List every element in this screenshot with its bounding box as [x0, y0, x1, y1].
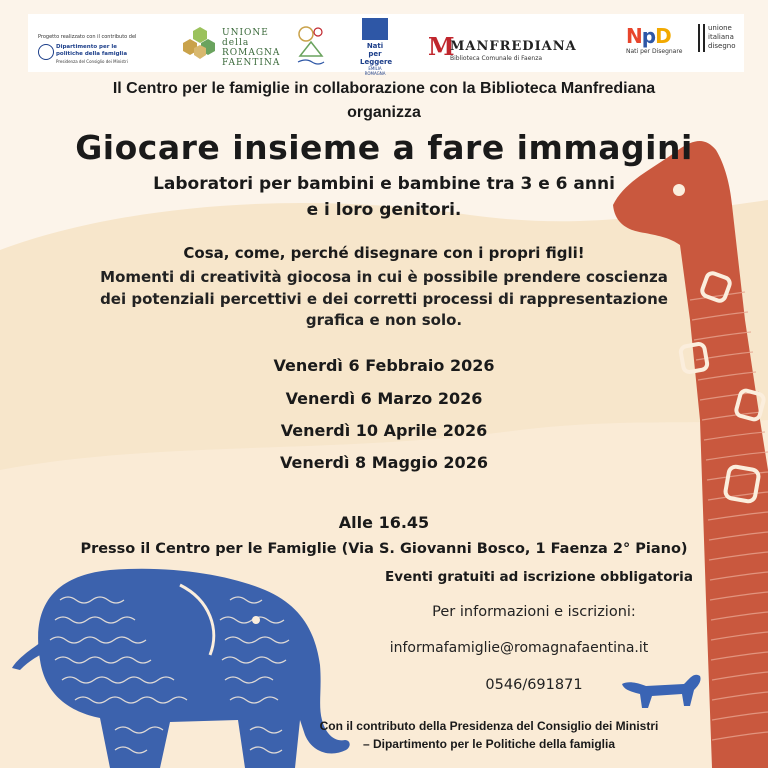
nati-per-leggere-sub: EMILIA ROMAGNA	[364, 66, 386, 76]
manfrediana-initial: M	[428, 32, 455, 61]
contact-phone[interactable]: 0546/691871	[485, 677, 583, 693]
nati-per-leggere-logo	[360, 18, 393, 76]
npd-subtitle: Nati per Disegnare	[626, 48, 683, 55]
manfrediana-name: MANFREDIANA	[450, 39, 577, 54]
date-3: Venerdì 10 Aprile 2026	[280, 421, 488, 440]
hexagons-icon	[180, 26, 220, 60]
govt-logo-line1: Progetto realizzato con il contributo del	[38, 34, 137, 40]
free-events-note: Eventi gratuiti ad iscrizione obbligatoria	[385, 569, 693, 585]
family-drawing-icon	[294, 22, 328, 66]
event-location: Presso il Centro per le Famiglie (Via S. Giovanni Bosco, 1 Faenza 2° Piano)	[80, 541, 688, 557]
sponsor-logos-bar	[28, 14, 744, 76]
event-time: Alle 16.45	[338, 513, 430, 532]
unione-logo-text: UNIONE della ROMAGNA FAENTINA	[222, 28, 281, 68]
question-heading: Cosa, come, perché disegnare con i propri figli!	[183, 244, 585, 262]
footer-line-2: – Dipartimento per le Politiche della famiglia	[362, 737, 616, 751]
govt-logo-line2: Dipartimento per le politiche della famiglia	[56, 44, 128, 57]
date-2: Venerdì 6 Marzo 2026	[285, 389, 483, 408]
description-line-1: Momenti di creatività giocosa in cui è possibile prendere coscienza	[100, 268, 668, 286]
manfrediana-subtitle: Biblioteca Comunale di Faenza	[450, 55, 543, 62]
event-title: Giocare insieme a fare immagini	[75, 128, 693, 167]
footer-line-1: Con il contributo della Presidenza del Consiglio dei Ministri	[319, 719, 659, 733]
npd-mark: NpD	[626, 24, 671, 48]
govt-logo-line3: Presidenza del Consiglio dei Ministri	[56, 59, 128, 64]
info-label: Per informazioni e iscrizioni:	[432, 604, 636, 620]
uid-bars-icon	[698, 24, 705, 52]
subtitle-line-1: Laboratori per bambini e bambine tra 3 e 6 anni	[153, 174, 615, 194]
description-line-3: grafica e non solo.	[305, 311, 463, 329]
book-icon	[362, 18, 388, 40]
description-line-2: dei potenziali percettivi e dei corretti processi di rappresentazione	[100, 290, 668, 308]
italian-emblem-icon	[38, 44, 54, 60]
nati-per-leggere-text: Nati per Leggere	[360, 42, 393, 66]
centro-famiglie-logo	[294, 22, 328, 66]
intro-line-1: Il Centro per le famiglie in collaborazione con la Biblioteca Manfrediana	[112, 80, 656, 97]
date-1: Venerdì 6 Febbraio 2026	[273, 356, 495, 375]
nati-per-disegnare-logo	[626, 24, 686, 55]
subtitle-line-2: e i loro genitori.	[306, 200, 462, 220]
uid-text: unione italiana disegno	[708, 24, 736, 50]
intro-line-2: organizza	[347, 104, 421, 121]
date-4: Venerdì 8 Maggio 2026	[280, 453, 488, 472]
contact-email[interactable]: informafamiglie@romagnafaentina.it	[389, 640, 649, 656]
